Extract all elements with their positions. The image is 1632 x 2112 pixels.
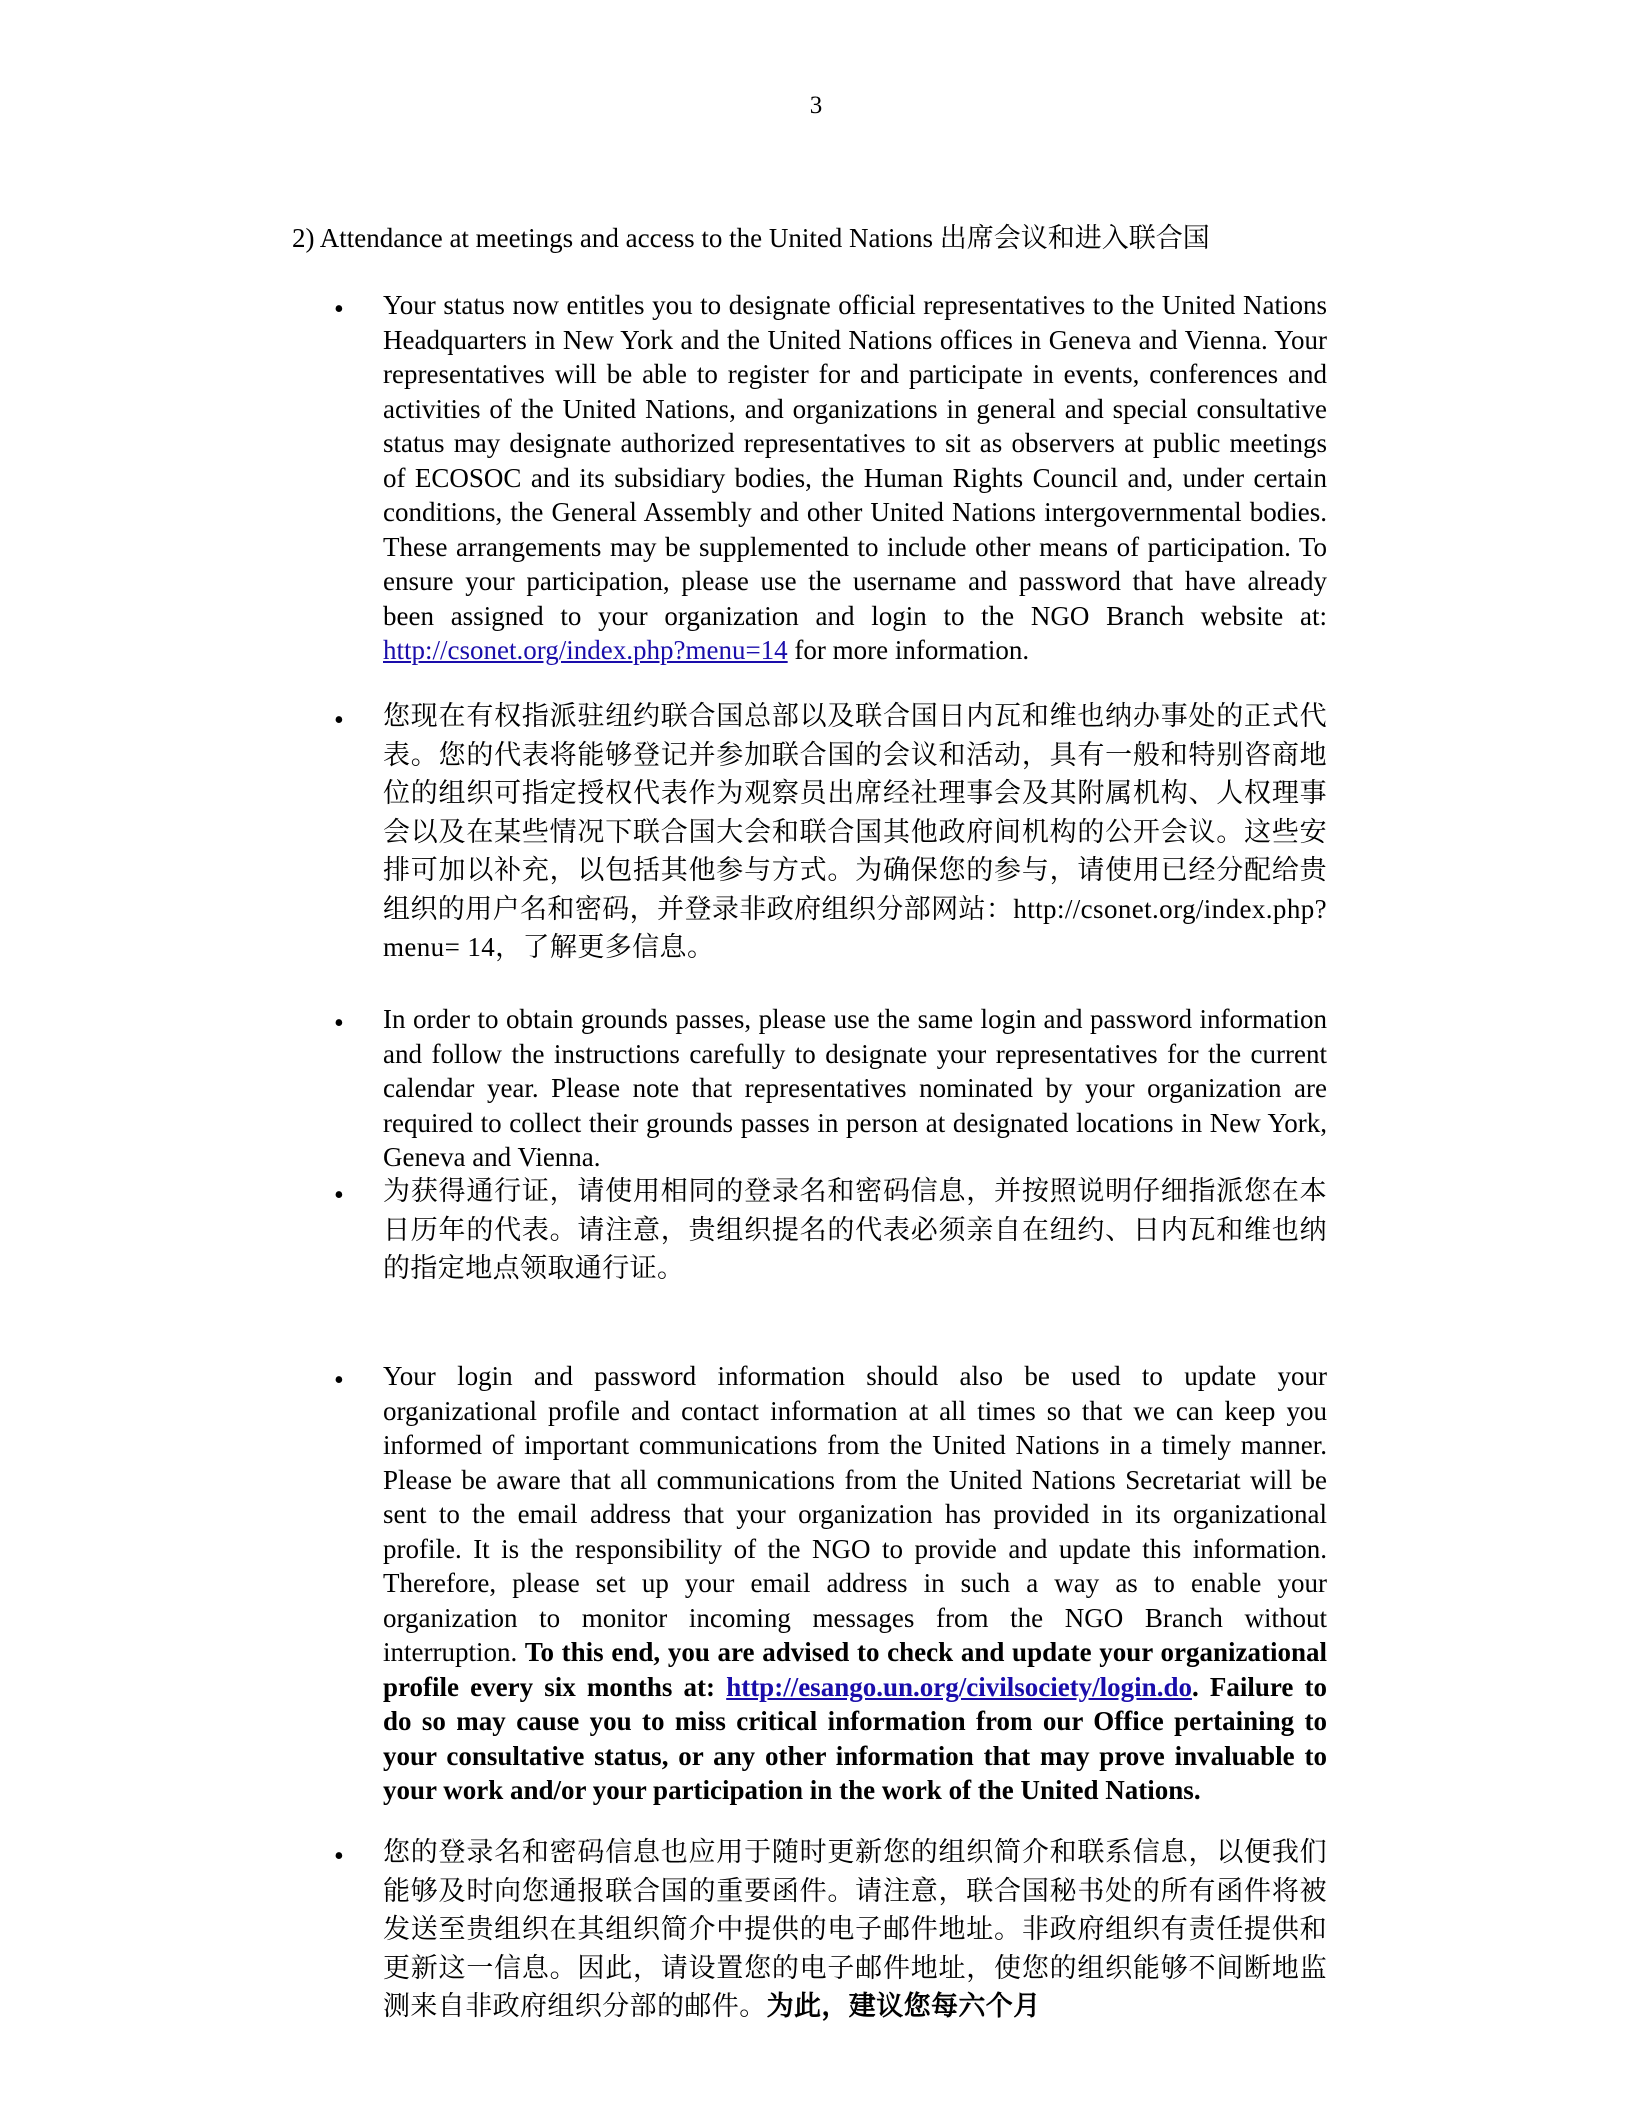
page-number: 3	[809, 92, 823, 119]
paragraph-representatives-zh: 您现在有权指派驻纽约联合国总部以及联合国日内瓦和维也纳办事处的正式代表。您的代表将能够登记并参加联合国的会议和活动，具有一般和特别咨商地位的组织可指定授权代表作为观察员出席经社理事会及其附属机构、人权理事会以及在某些情况下联合国大会和联合国其他政府间机构的公开会议。这些安排可加以补充，以包括其他参与方式。为确保您的参与，请使用已经分配给贵组织的用户名和密码，并登录非政府组织分部网站：http://csonet.org/index.php?menu= 14，了解更多信息。	[383, 701, 1327, 962]
bullet-marker: •	[334, 1180, 344, 1211]
esango-link[interactable]: http://esango.un.org/civilsociety/login.do	[726, 1671, 1192, 1702]
advice-bold-text: 为此，建议您每六个月	[766, 1991, 1041, 2021]
paragraph-text: Your status now entitles you to designate official representatives to the United Nations Headquarters in New York and the United Nations offices in Geneva and Vienna. Your representatives will be able to register for and participate in events, conferences and activities of the United Nations, and organizations in general and special consultative status may designate authorized representatives to sit as observers at public meetings of ECOSOC and its subsidiary bodies, the Human Rights Council and, under certain conditions, the General Assembly and other United Nations intergovernmental bodies. These arrangements may be supplemented to include other means of participation. To ensure your participation, please use the username and password that have already been assigned to your organization and login to the NGO Branch website at:	[383, 290, 1327, 631]
paragraph-profile-update-en	[383, 1359, 1327, 1808]
csonet-link[interactable]: http://csonet.org/index.php?menu=14	[383, 635, 788, 665]
paragraph-tail: for more information.	[787, 635, 1030, 665]
paragraph-grounds-passes-en: In order to obtain grounds passes, please use the same login and password information and follow the instructions carefully to designate your representatives for the current calendar year. Please note that representatives nominated by your organization are required to collect their grounds passes in person at designated locations in New York, Geneva and Vienna.	[383, 1004, 1327, 1172]
paragraph-text: 您的登录名和密码信息也应用于随时更新您的组织简介和联系信息，以便我们能够及时向您通报联合国的重要函件。请注意，联合国秘书处的所有函件将被发送至贵组织在其组织简介中提供的电子邮件地址。非政府组织有责任提供和更新这一信息。因此，请设置您的电子邮件地址，使您的组织能够不间断地监测来自非政府组织分部的邮件。	[383, 1837, 1327, 2021]
bullet-marker: •	[334, 1841, 344, 1872]
bullet-marker: •	[334, 294, 344, 325]
paragraph-representatives-en	[383, 288, 1327, 668]
bullet-marker: •	[334, 1008, 344, 1039]
bullet-marker: •	[334, 705, 344, 736]
paragraph-profile-update-zh	[383, 1833, 1327, 2026]
advice-bold-text: To this end, you are advised to check and update your organizational profile every six months at:	[383, 1637, 1327, 1702]
section-heading: 2) Attendance at meetings and access to the United Nations 出席会议和进入联合国	[292, 223, 1210, 253]
paragraph-text: Your login and password information should also be used to update your organizational profile and contact information at all times so that we can keep you informed of important communications from the United Nations in a timely manner. Please be aware that all communications from the United Nations Secretariat will be sent to the email address that your organization has provided in its organizational profile. It is the responsibility of the NGO to provide and update this information. Therefore, please set up your email address in such a way as to enable your organization to monitor incoming messages from the NGO Branch without interruption.	[383, 1361, 1327, 1667]
warning-bold-text: . Failure to do so may cause you to miss critical information from our Office pertaining to your consultative status, or any other information that may prove invaluable to your work and/or your participation in the work of the United Nations.	[383, 1671, 1327, 1805]
paragraph-grounds-passes-zh: 为获得通行证，请使用相同的登录名和密码信息，并按照说明仔细指派您在本日历年的代表。请注意，贵组织提名的代表必须亲自在纽约、日内瓦和维也纳的指定地点领取通行证。	[383, 1176, 1327, 1283]
bullet-marker: •	[334, 1365, 344, 1396]
